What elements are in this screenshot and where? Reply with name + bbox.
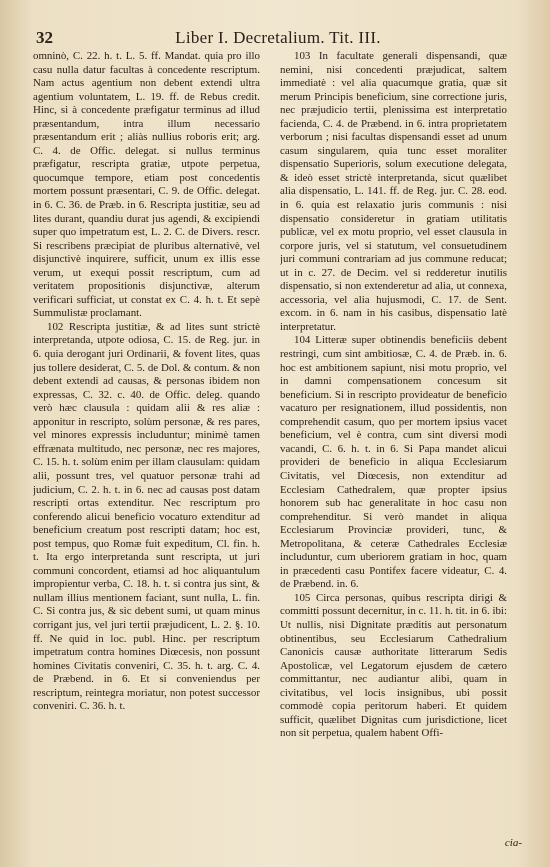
right-paragraph-103: 103 In facultate generali dispensandi, quæ nemini, nisi concedenti præjudicat, saltem immediatè : vel alia quacumque gratia, quæ sit merum Principis beneficium, sine correctione juris, nec præjudicio tertii, plenissima est interpretatio facienda, C. 4. de Præbend. in 6. intra proprietatem verborum ; nisi facultas dispensandi esset ad unum casum singularem, quia tunc esset moraliter dispensatio Superioris, solum executione delegata, & ideò esset strictè interpretanda, sicut quælibet alia dispensatio, L. 141. ff. de Reg. jur. C. 28. eod. in 6. quia est relaxatio juris communis : nisi dispensatio consideretur in gratiam utilitatis publicæ, vel ex motu proprio, vel esset clausula in corpore juris, vel si statutum, vel consuetudinem juri communi contrariam ad jus commune reducat; ut in c. 27. de Decim. vel si redderetur inutilis dispensatio, si non extenderetur ad alia, ut connexa, accessoria, vel alia hujusmodi, C. 17. de Sent. excom. in 6. nam in his casibus, dispensatio latè interpretatur. [280, 50, 507, 333]
left-paragraph-102: 102 Rescripta justitiæ, & ad lites sunt strictè interpretanda, utpote odiosa, C. 15. de Reg. jur. in 6. quia derogant juri Ordinarii, & fovent lites, quas jus tollere desiderat, C. 5. de Dol. & contum. & non debent extendi ad causas, & personas ibidem non expressas, C. 32. c. 40. de Offic. deleg. quando verò hæc clausula : quidam alii & res aliæ : apponitur in rescripto, solùm personæ, & res pares, vel minores expressis includuntur; minimè tamen effrænata multitudo, nec personæ, nec res majores, C. 15. h. t. solùm enim per illam clausulam: quidam alii, possunt tres, vel quatuor personæ trahi ad judicium, C. 2. h. t. in 6. nec ad causas post datam rescripti ortas extenditur. Nec rescriptum pro conferendo alicui beneficio vocaturo extenditur ad beneficium creatum post rescripti datam; hoc est, post tempus, quo Romæ fuit expeditum, Cl. fin. h. t. Ita ergo interpretanda sunt rescripta, ut juri communi concordent, etiamsi ad hoc aliquantulum impropientur verba, C. 18. h. t. si contra jus sint, & nullam illius mentionem faciant, sunt nulla, L. fin. C. Si contra jus, & sic debent sumi, ut quam minus corrigant jus, vel juri tertii præjudicent, L. 2. §. 10. ff. Ne quid in loc. publ. Hinc. per rescriptum impetratum contra homines Diœcesis, non possunt homines Civitatis conveniri, C. 35. h. t. arg. C. 4. de Præbend. in 6. Et si conveniendus per rescriptum, reintegra moriatur, non potest successor conveniri. C. 36. h. t. [33, 320, 260, 713]
running-title: Liber I. Decretalium. Tit. III. [175, 28, 381, 47]
page-number: 32 [36, 28, 53, 47]
right-column [280, 50, 507, 840]
text-columns [33, 50, 507, 840]
left-column [33, 50, 260, 840]
right-paragraph-105: 105 Circa personas, quibus rescripta dirigi & committi possunt decernitur, in c. 11. h. tit. in 6. ibi: Ut nullis, nisi Dignitate præditis aut personatum obtinentibus, seu Ecclesiarum Cathedralium Canonicis causæ authoritate litterarum Sedis Apostolicæ, vel Legatorum ejusdem de cætero committantur, nec audiantur alibi, quam in civitatibus, vel locis insignibus, ubi possit commodè copia peritorum haberi. Et quidem sufficit, quælibet Dignitas cum jurisdictione, licet non sit perpetua, qualem habent Offi- [280, 591, 507, 740]
page-header [28, 26, 528, 50]
catchword: cia- [504, 837, 522, 849]
right-paragraph-104: 104 Litteræ super obtinendis beneficiis debent restringi, cum sint ambitiosæ, C. 4. de Præb. in. 6. hoc est ambitionem sapiunt, nisi motu proprio, vel in damni compensationem concesum sit beneficium. Si in rescripto provideatur de beneficio vacaturo per resignationem, illud possidentis, non comprehendit casum, quo per mortem ipsius vacet beneficium, vel è contra, cum sint diversi modi vacandi, C. 6. h. t. in 6. Si Papa mandet alicui provideri de beneficio in aliqua Ecclesiarum Civitatis, vel Diœcesis, non extenditur ad Ecclesiam Cathedralem, quæ propter ipsius honorem sub hac generalitate in hoc casu non comprehenditur. Si verò mandet in aliqua Ecclesiarum Provinciæ provideri, tunc, & Metropolitana, & ceteræ Cathedrales Ecclesiæ includuntur, cum uberiorem gratiam in hoc, quam in præcedenti casu Pontifex facere videatur, C. 4. de Præbend. in. 6. [280, 334, 507, 591]
left-paragraph-continuation: omninò, C. 22. h. t. L. 5. ff. Mandat. quia pro illo casu nulla datur facultas à concedente rescriptum. Nam actus agentium non debent extendi ultra agentium voluntatem, L. 19. ff. de Rebus credit. Hinc, si à concedente præfigatur terminus ad illud præsentandum, intra illum necessario præsentandum erit ; aliàs nullius roboris erit; arg. C. 4. de Offic. delegat. si nullus terminus præfigatur, rescripta gratiæ, utpote perpetua, quocumque tempore, etiam post concedentis mortem possunt præsentari, C. 9. de Offic. delegat. in 6. C. 36. de Præb. in 6. Rescripta justitiæ, seu ad lites durant, quandiu durat jus agendi, & excipiendi super quo impetratum est, L. 2. C. de Divers. rescr. Si rescribens præcipiat de pluribus alternativè, vel disjunctivè inquirere, sufficit, unum ex illis esse verum, ut exequi possit rescriptum, cum ad veritatem propositionis disjunctivæ, alterum verificari sufficiat, ut constat ex C. 4. h. t. Et sepè Summulistæ proclamant. [33, 50, 260, 320]
